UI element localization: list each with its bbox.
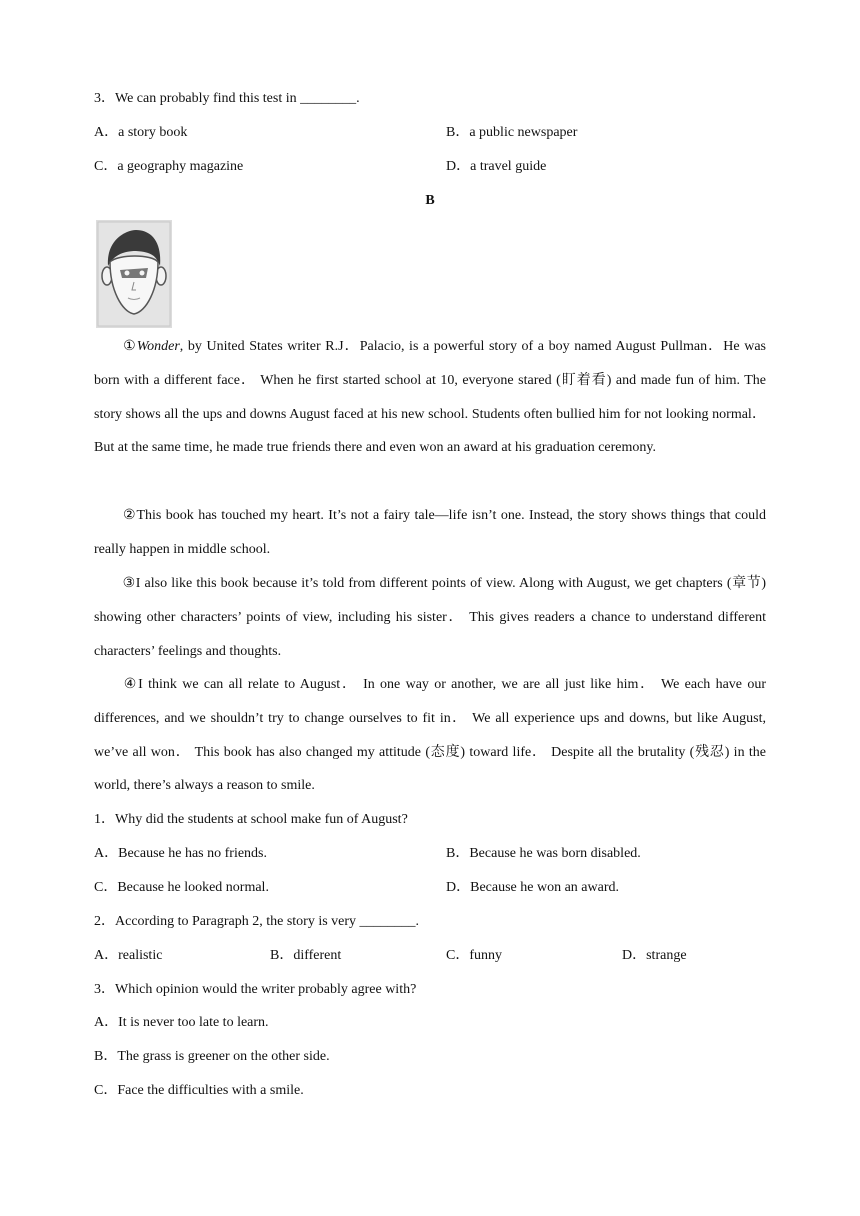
option-a: A．It is never too late to learn. bbox=[94, 1015, 269, 1030]
book-cover-image bbox=[96, 220, 172, 328]
option-c: C．funny bbox=[446, 948, 502, 963]
option-a: A．realistic bbox=[94, 948, 163, 963]
question-stem: 2．According to Paragraph 2, the story is very ________. bbox=[94, 914, 420, 929]
paragraph-1 bbox=[94, 330, 766, 465]
option-c: C．Because he looked normal. bbox=[94, 880, 269, 895]
option-b: B．Because he was born disabled. bbox=[446, 846, 641, 861]
paragraph-3 bbox=[94, 567, 766, 668]
option-c: C．Face the difficulties with a smile. bbox=[94, 1083, 304, 1098]
paragraph-number: ② bbox=[122, 508, 137, 523]
paragraph-number: ④ bbox=[122, 677, 139, 692]
option-d: D．Because he won an award. bbox=[446, 880, 619, 895]
option-a: A．a story book bbox=[94, 125, 188, 140]
option-b: B．a public newspaper bbox=[446, 125, 578, 140]
paragraph-number: ① bbox=[122, 339, 137, 354]
option-d: D．a travel guide bbox=[446, 159, 547, 174]
paragraph-text: , by United States writer R.J．Palacio, is a powerful story of a boy named August Pullman．He was born with a different face． When he first started school at 10, everyone stared (盯着看) and made fun of him. The story shows all the ups and downs August faced at his new school. Students often bullied him for not looking normal． But at the same time, he made true friends there and even won an award at his graduation ceremony. bbox=[94, 339, 766, 456]
question-stem: 3．Which opinion would the writer probably agree with? bbox=[94, 982, 417, 997]
paragraph-text: This book has touched my heart. It’s not a fairy tale—life isn’t one. Instead, the story shows things that could really happen in middle school. bbox=[94, 508, 766, 557]
paragraph-number: ③ bbox=[122, 576, 136, 591]
question-stem: 1．Why did the students at school make fun of August? bbox=[94, 812, 408, 827]
option-b: B．The grass is greener on the other side. bbox=[94, 1049, 330, 1064]
question-stem: 3．We can probably find this test in ________. bbox=[94, 91, 360, 106]
option-a: A．Because he has no friends. bbox=[94, 846, 268, 861]
option-d: D．strange bbox=[622, 948, 687, 963]
paragraph-2 bbox=[94, 499, 766, 567]
option-b: B．different bbox=[270, 948, 342, 963]
section-heading: B bbox=[425, 193, 435, 208]
paragraph-text: I also like this book because it’s told from different points of view. Along with August, we get chapters (章节) showing other characters’ points of view, including his sister． This gives readers a chance to understand different characters’ feelings and thoughts. bbox=[94, 576, 766, 659]
paragraph-text: I think we can all relate to August． In one way or another, we are all just like him． We each have our differences, and we shouldn’t try to change ourselves to fit in． We all experience ups and downs, but like August, we’ve all won． This book has also changed my attitude (态度) toward life． Despite all the brutality (残忍) in the world, there’s always a reason to smile. bbox=[94, 677, 766, 794]
option-c: C．a geography magazine bbox=[94, 159, 244, 174]
paragraph-4 bbox=[94, 668, 766, 803]
book-title: Wonder bbox=[136, 339, 180, 354]
